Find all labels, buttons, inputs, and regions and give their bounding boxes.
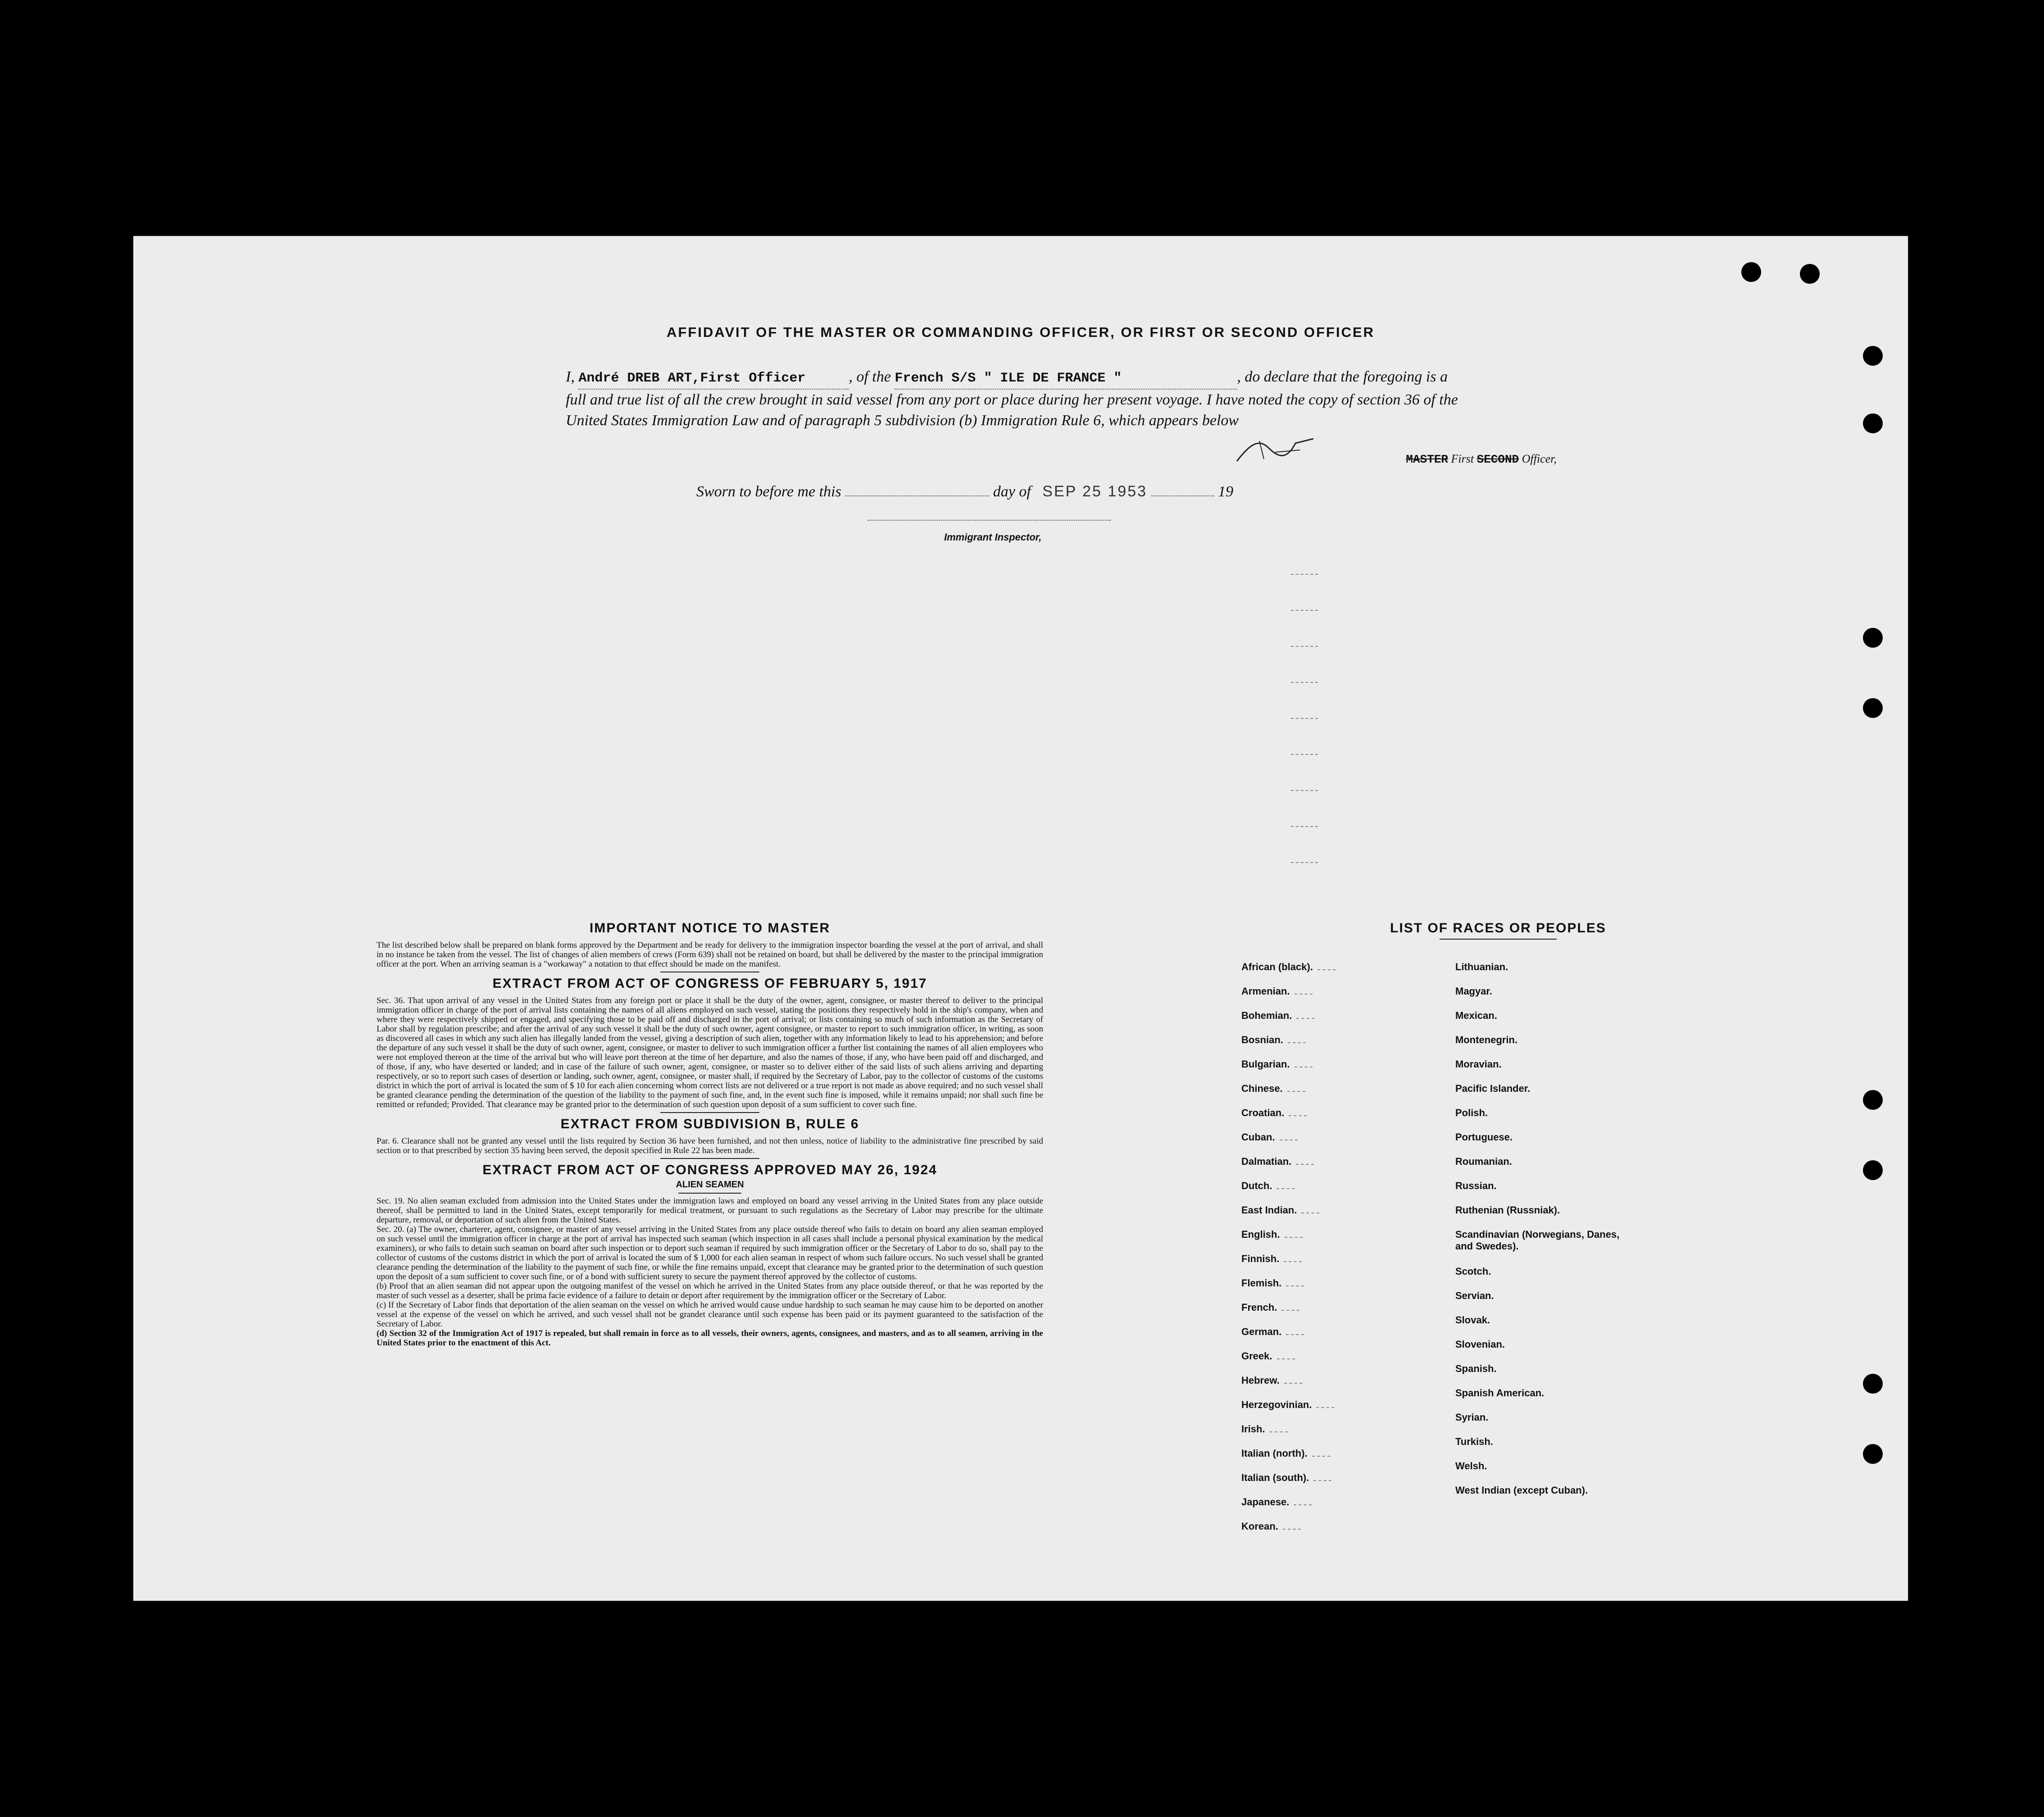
race-label: Dalmatian. <box>1241 1156 1292 1167</box>
race-item: Syrian. <box>1455 1412 1489 1423</box>
race-label: Italian (north). <box>1241 1448 1308 1459</box>
race-item <box>1241 1472 1331 1484</box>
race-item <box>1241 1010 1314 1022</box>
faint-dash <box>1291 646 1318 647</box>
race-item: Montenegrin. <box>1455 1034 1518 1045</box>
race-item <box>1241 1083 1305 1095</box>
punch-hole <box>1863 1090 1883 1110</box>
year-prefix: 19 <box>1218 483 1234 500</box>
race-label: Cuban. <box>1241 1131 1275 1143</box>
race-label: Finnish. <box>1241 1253 1280 1264</box>
faint-dash <box>1291 718 1318 719</box>
faint-dash <box>1291 682 1318 683</box>
race-label: English. <box>1241 1229 1280 1240</box>
race-item: Slovenian. <box>1455 1339 1505 1350</box>
leader-dash <box>1283 1529 1301 1530</box>
race-item <box>1241 1326 1304 1338</box>
leader-dash <box>1284 1261 1302 1262</box>
race-label: Japanese. <box>1241 1496 1290 1508</box>
race-label: East Indian. <box>1241 1204 1297 1216</box>
leader-dash <box>1277 1358 1295 1359</box>
leader-dash <box>1286 1334 1304 1335</box>
declaration-statement: that the foregoing is a full and true list of all the crew brought in said vessel from any port or place during her present voyage. I have noted the copy of section 36 of the United States Immigration Law and of paragraph 5 subdivision (b) Immigration Rule 6, which appears below <box>566 368 1458 429</box>
date-blank <box>1151 495 1214 496</box>
race-item: Ruthenian (Russniak). <box>1455 1204 1560 1216</box>
sworn-day-blank <box>845 495 989 496</box>
race-item: Spanish. <box>1455 1363 1497 1374</box>
divider <box>660 1158 759 1159</box>
first-label: First <box>1451 452 1474 465</box>
race-item <box>1241 1229 1303 1240</box>
leader-dash <box>1288 1042 1306 1043</box>
race-label: German. <box>1241 1326 1282 1337</box>
race-item <box>1241 1131 1298 1143</box>
vessel-name-typed: French S/S " ILE DE FRANCE " <box>895 371 1122 386</box>
race-item: West Indian (except Cuban). <box>1455 1485 1588 1496</box>
leader-dash <box>1294 1504 1312 1505</box>
race-label: Flemish. <box>1241 1277 1282 1289</box>
race-item <box>1241 1423 1288 1435</box>
of-the-text: , of the <box>849 368 891 385</box>
leader-dash <box>1285 1237 1303 1238</box>
notice-title: IMPORTANT NOTICE TO MASTER <box>589 921 831 936</box>
struck-master: MASTER <box>1406 453 1449 466</box>
race-item <box>1241 1204 1319 1216</box>
sworn-line <box>696 483 1233 500</box>
punch-hole <box>1863 413 1883 433</box>
race-label: French. <box>1241 1302 1277 1313</box>
race-item: Scotch. <box>1455 1266 1491 1277</box>
inspector-signature-line <box>868 520 1111 521</box>
leader-dash <box>1316 1407 1334 1408</box>
faint-dash <box>1291 610 1318 611</box>
race-item <box>1241 1253 1302 1265</box>
race-label: African (black). <box>1241 961 1313 972</box>
race-item: Welsh. <box>1455 1460 1487 1472</box>
leader-dash <box>1295 994 1313 995</box>
date-stamp: SEP 25 1953 <box>1042 483 1148 500</box>
vessel-field <box>895 367 1237 390</box>
affidavit-title: AFFIDAVIT OF THE MASTER OR COMMANDING OFFICER, OR FIRST OR SECOND OFFICER <box>666 324 1375 340</box>
race-item <box>1241 961 1335 973</box>
race-item <box>1241 1180 1295 1192</box>
race-label: Irish. <box>1241 1423 1265 1435</box>
race-item: Magyar. <box>1455 986 1492 997</box>
officer-field <box>578 367 849 390</box>
signature-line <box>1219 452 1557 466</box>
race-label: Chinese. <box>1241 1083 1283 1094</box>
race-item <box>1241 1302 1299 1313</box>
punch-hole <box>1863 628 1883 648</box>
race-item: Servian. <box>1455 1290 1494 1301</box>
faint-dash <box>1291 862 1318 863</box>
notice-body: The list described below shall be prepared on blank forms approved by the Department and be ready for delivery to the immigration inspector boarding the vessel at the port of arrival, and shall in no instance be taken from the vessel. The list of changes of alien members of crews (Form 639) shall not be retained on board, but shall be delivered by the master to the principal immigration officer at the port. When an arriving seaman is a "workaway" a notation to that effect should be made on the manifest. <box>377 940 1043 969</box>
divider <box>678 1193 741 1194</box>
officer-label: Officer, <box>1522 452 1557 465</box>
faint-dash <box>1291 754 1318 755</box>
faint-dash <box>1291 574 1318 575</box>
faint-dash <box>1291 826 1318 827</box>
race-label: Bulgarian. <box>1241 1058 1290 1070</box>
race-item: Slovak. <box>1455 1314 1490 1326</box>
leader-dash <box>1276 1188 1295 1189</box>
race-item: Portuguese. <box>1455 1131 1513 1143</box>
divider <box>660 1112 759 1113</box>
sec20d-text: (d) Section 32 of the Immigration Act of 1917 is repealed, but shall remain in force as to all vessels, their owners, agents, consignees, and masters, and as to all seamen, arriving in the United States prior to the enactment of this Act. <box>377 1329 1043 1348</box>
race-label: Bohemian. <box>1241 1010 1292 1021</box>
leader-dash <box>1317 969 1335 970</box>
race-item: Polish. <box>1455 1107 1488 1118</box>
race-item <box>1241 1496 1312 1508</box>
race-item <box>1241 1399 1334 1411</box>
sec19-text: Sec. 19. No alien seaman excluded from admission into the United States under the immigration laws and employed on board any vessel arriving in the United States from any place outside thereof, shall be permitted to land in the United States, except temporarily for medical treatment, or pursuant to such regulations as the Secretary of Labor may prescribe for the ultimate departure, removal, or deportation of such alien from the United States. <box>377 1196 1043 1225</box>
notices-column <box>377 921 1043 1348</box>
race-item: Scandinavian (Norwegians, Danes, and Swedes). <box>1455 1229 1620 1252</box>
races-column <box>1228 921 1768 942</box>
race-label: Herzegovinian. <box>1241 1399 1312 1410</box>
struck-second: SECOND <box>1476 453 1519 466</box>
race-item <box>1241 1156 1314 1167</box>
race-item: Mexican. <box>1455 1010 1497 1021</box>
race-item: Russian. <box>1455 1180 1497 1191</box>
punch-hole <box>1863 1444 1883 1464</box>
do-declare-text: , do declare <box>1237 368 1309 385</box>
extract-1917-body: Sec. 36. That upon arrival of any vessel in the United States from any foreign port or place it shall be the duty of the owner, agent, consignee, or master thereof to deliver to the principal immigration officer in charge of the port of arrival lists containing the names of all aliens employed on such vessel, stating the positions they respectively hold in the ship's company, when and where they were respectively shipped or engaged, and specifying those to be paid off and discharged in the port of arrival; or lists containing so much of such information as the Secretary of Labor shall by regulation prescribe; and after the arrival of any such vessel it shall be the duty of such owner, agent consignee, or master to report to such immigration officer, in writing, as soon as discovered all cases in which any such alien has illegally landed from the vessel, giving a description of such alien, together with any information likely to lead to his apprehension; and before the departure of any such vessel it shall be the duty of such owner, agent, consignee, or master to deliver to such immigration officer a further list containing the names of all alien employees who were not employed thereon at the time of the arrival but who will leave port thereon at the time of her departure, and also the names of those, if any, who have been paid off and discharged, and of those, if any, who have deserted or landed; and in case of the failure of such owner, agent, consignee, or master so to deliver either of the said lists of such aliens arriving and departing respectively, or so to report such cases of desertion or landing, such owner, agent, consignee, or master shall, if required by the Secretary of Labor, pay to the collector of customs of the customs district in which the port of arrival is located the sum of $ 10 for each alien concerning whom correct lists are not delivered or a true report is not made as above required; and no such vessel shall be granted clearance pending the determination of the question of the liability to the payment of such fine, and, in the event such fine is imposed, while it remains unpaid; nor shall such fine be remitted or refunded; Provided. That clearance may be granted prior to the determination of such question upon deposit of a sum sufficient to cover such fine. <box>377 996 1043 1109</box>
race-label: Croatian. <box>1241 1107 1285 1118</box>
leader-dash <box>1296 1164 1314 1165</box>
rule6-title: EXTRACT FROM SUBDIVISION B, RULE 6 <box>560 1117 859 1131</box>
race-label: Armenian. <box>1241 986 1290 997</box>
race-label: Korean. <box>1241 1521 1278 1532</box>
race-item <box>1241 1058 1313 1070</box>
race-item <box>1241 1521 1301 1532</box>
leader-dash <box>1289 1115 1307 1116</box>
race-item: Pacific Islander. <box>1455 1083 1531 1094</box>
inspector-label: Immigrant Inspector, <box>944 531 1042 543</box>
officer-name-typed: André DREB ART,First Officer <box>578 371 806 386</box>
leader-dash <box>1313 1480 1331 1481</box>
race-item: Turkish. <box>1455 1436 1493 1447</box>
divider <box>1440 939 1557 940</box>
faint-dash <box>1291 790 1318 791</box>
race-item: Spanish American. <box>1455 1387 1544 1399</box>
race-item <box>1241 1034 1306 1046</box>
leader-dash <box>1281 1310 1299 1311</box>
race-item: Roumanian. <box>1455 1156 1512 1167</box>
sec20a-text: Sec. 20. (a) The owner, charterer, agent, consignee, or master of any vessel arriving in the United States from any place outside thereof who fails to detain on board any alien seaman employed on such vessel until the immigration officer in charge at the port of arrival has inspected such seaman (which inspection in all cases shall include a personal physical examination by the medical examiners), or who fails to detain such seaman on board after such inspection or to deport such seaman if required by such immigration officer or the Secretary of Labor to do so, shall pay to the collector of customs of the customs district in which the port of arrival is located the sum of $ 1,000 for each alien seaman in respect of whom such failure occurs. No such vessel shall be granted clearance pending the determination of the liability to the payment of such fine, or while the fine remains unpaid, except that clearance may be granted prior to the determination of such question upon the deposit of a sum sufficient to cover such fine, or of a bond with sufficient surety to secure the payment thereof approved by the collector of customs. <box>377 1225 1043 1281</box>
leader-dash <box>1284 1383 1302 1384</box>
race-item <box>1241 1375 1302 1386</box>
sec20c-text: (c) If the Secretary of Labor finds that deportation of the alien seaman on the vessel on which he arrived would cause undue hardship to such seaman he may cause him to be deported on another vessel at the expense of the vessel on which he arrived, and such vessel shall not be grandet clearance until such expense has been paid or its payment guaranteed to the satisfaction of the Secretary of Labor. <box>377 1300 1043 1329</box>
race-item <box>1241 1107 1307 1119</box>
races-title: LIST OF RACES OR PEOPLES <box>1390 921 1606 936</box>
punch-hole <box>1863 1374 1883 1394</box>
declaration-paragraph <box>566 367 1467 431</box>
punch-hole <box>1741 262 1761 282</box>
punch-hole <box>1863 1160 1883 1180</box>
race-item: Lithuanian. <box>1455 961 1508 972</box>
race-label: Hebrew. <box>1241 1375 1280 1386</box>
alien-seamen-subtitle: ALIEN SEAMEN <box>676 1180 744 1190</box>
leader-dash <box>1270 1431 1288 1432</box>
race-item <box>1241 986 1313 997</box>
race-label: Greek. <box>1241 1350 1272 1362</box>
punch-hole <box>1863 698 1883 718</box>
leader-dash <box>1296 1018 1314 1019</box>
race-label: Dutch. <box>1241 1180 1272 1191</box>
race-item <box>1241 1350 1295 1362</box>
punch-hole <box>1800 264 1820 284</box>
declaration-i: I, <box>566 368 575 385</box>
punch-hole <box>1863 346 1883 366</box>
leader-dash <box>1312 1456 1330 1457</box>
sec20b-text: (b) Proof that an alien seaman did not appear upon the outgoing manifest of the vessel on which he arrived in the United States from any place outside thereof, or that he was reported by the master of such vessel as a deserter, shall be prima facie evidence of a failure to detain or deport after requirement by the immigration officer or the Secretary of Labor. <box>377 1281 1043 1300</box>
day-of-text: day of <box>993 483 1031 500</box>
document-sheet <box>133 236 1908 1601</box>
race-item <box>1241 1277 1304 1289</box>
extract-1917-title: EXTRACT FROM ACT OF CONGRESS OF FEBRUARY 5, 1917 <box>492 976 927 991</box>
rule6-body: Par. 6. Clearance shall not be granted any vessel until the lists required by Section 36 have been furnished, and not then unless, notice of liability to the administrative fine prescribed by said section or to that prescribed by section 35 having been served, the deposit specified in Rule 22 has been made. <box>377 1136 1043 1155</box>
extract-1924-title: EXTRACT FROM ACT OF CONGRESS APPROVED MAY 26, 1924 <box>482 1163 937 1177</box>
sworn-text: Sworn to before me this <box>696 483 841 500</box>
race-item <box>1241 1448 1330 1459</box>
race-label: Bosnian. <box>1241 1034 1283 1045</box>
race-item: Moravian. <box>1455 1058 1502 1070</box>
leader-dash <box>1287 1091 1305 1092</box>
race-label: Italian (south). <box>1241 1472 1309 1483</box>
